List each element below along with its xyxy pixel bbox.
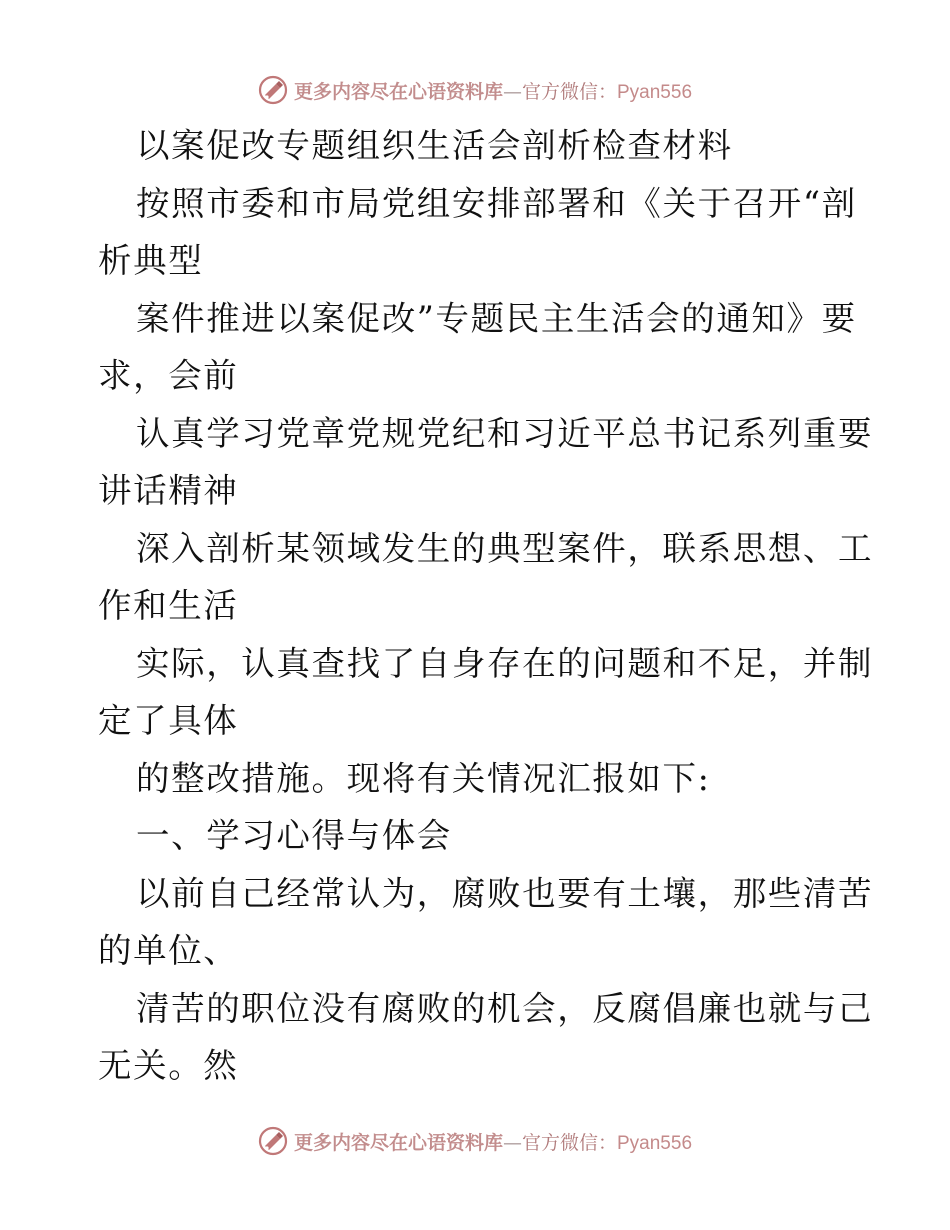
- watermark-text: [294, 1128, 692, 1155]
- footer-watermark: [0, 1121, 950, 1161]
- paragraph-line: 的单位、: [98, 931, 239, 970]
- watermark-dash: —: [502, 80, 522, 103]
- paragraph-line: 定了具体: [98, 701, 239, 740]
- paragraph-line: 以前自己经常认为，腐败也要有土壤，那些清苦: [136, 873, 874, 913]
- paragraph-line: 讲话精神: [98, 471, 239, 510]
- pen-seal-icon: [258, 75, 288, 105]
- watermark-wechat-id: Pyan556: [617, 1132, 693, 1154]
- document-body: [98, 117, 874, 1095]
- paragraph-line: 案件推进以案促改”专题民主生活会的通知》要: [136, 298, 857, 338]
- paragraph-line: 深入剖析某领域发生的典型案件，联系思想、工: [136, 528, 874, 568]
- paragraph-line: 的整改措施。现将有关情况汇报如下:: [136, 758, 711, 798]
- paragraph-line: 析典型: [98, 241, 204, 280]
- paragraph-line: 求，会前: [98, 356, 239, 395]
- watermark-text: [294, 77, 692, 104]
- paragraph-line: 无关。然: [98, 1046, 239, 1085]
- paragraph-line: 实际，认真查找了自身存在的问题和不足，并制: [136, 643, 874, 683]
- watermark-dash: —: [502, 1131, 522, 1154]
- section-heading: 一、学习心得与体会: [136, 816, 452, 855]
- watermark-official-label: 官方微信：: [521, 1131, 617, 1154]
- watermark-wechat-id: Pyan556: [617, 81, 693, 103]
- paragraph-line: 清苦的职位没有腐败的机会，反腐倡廉也就与己: [136, 988, 874, 1028]
- watermark-main-text: 更多内容尽在心语资料库: [293, 1131, 503, 1154]
- paragraph-line: 作和生活: [98, 586, 239, 625]
- pen-seal-icon: [258, 1126, 288, 1156]
- watermark-main-text: 更多内容尽在心语资料库: [293, 80, 503, 103]
- header-watermark: [0, 70, 950, 110]
- document-title: 以案促改专题组织生活会剖析检查材料: [136, 126, 733, 165]
- paragraph-line: 认真学习党章党规党纪和习近平总书记系列重要: [136, 413, 874, 453]
- paragraph-line: 按照市委和市局党组安排部署和《关于召开“剖: [136, 183, 857, 223]
- watermark-official-label: 官方微信：: [521, 80, 617, 103]
